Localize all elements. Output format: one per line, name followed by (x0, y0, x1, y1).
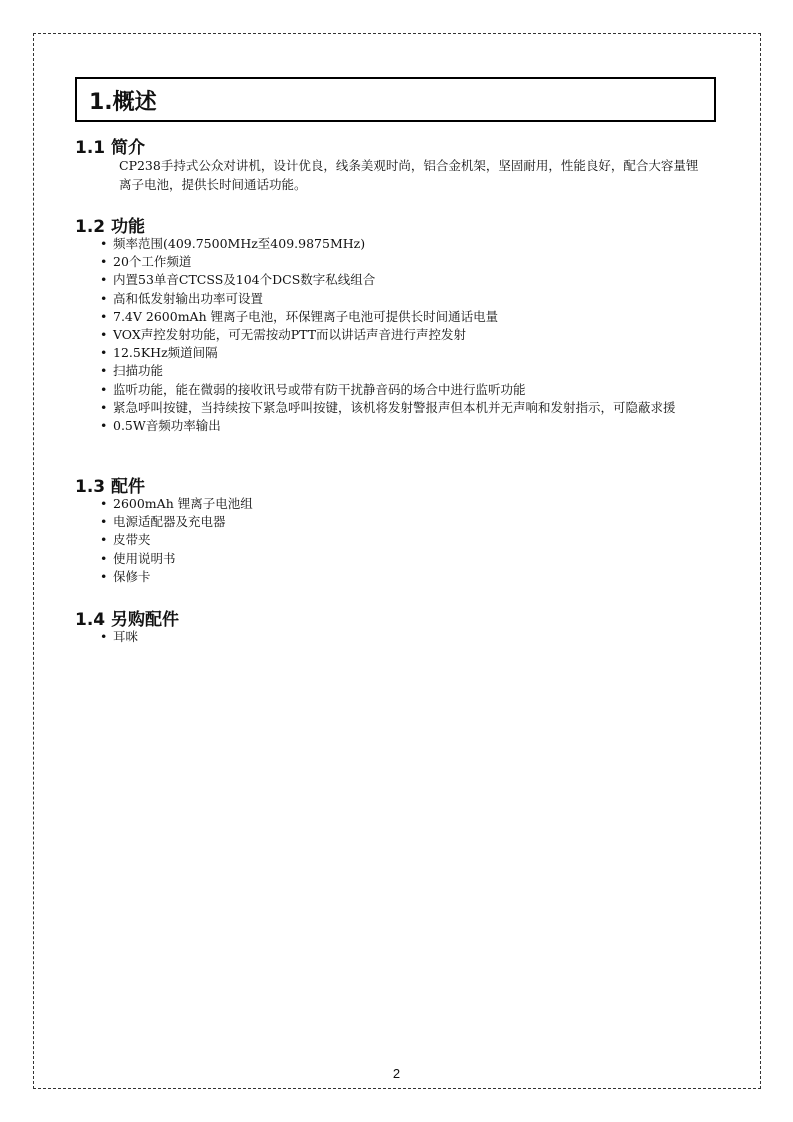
list-item-text: 皮带夹 (113, 532, 151, 548)
intro-text: CP238手持式公众对讲机，设计优良，线条美观时尚，铝合金机架，坚固耐用，性能良好，配合大容量锂离子电池，提供长时间通话功能。 (119, 158, 699, 192)
list-item (98, 290, 698, 308)
list-item (98, 308, 698, 326)
bullet-icon: • (100, 381, 108, 397)
list-item-text: 2600mAh 锂离子电池组 (113, 496, 253, 511)
bullet-icon: • (100, 272, 108, 288)
chapter-title: 1.概述 (89, 90, 157, 115)
list-item (98, 531, 698, 549)
bullet-icon: • (100, 399, 108, 415)
list-item-text: 0.5W音频功率输出 (113, 418, 221, 434)
section-title-intro: 1.1 简介 (75, 138, 146, 158)
list-item-text: 紧急呼叫按键，当持续按下紧急呼叫按键，该机将发射警报声但本机并无声响和发射指示，可隐蔽求援 (113, 399, 676, 415)
bullet-icon: • (100, 568, 108, 584)
chapter-heading-box (75, 77, 716, 122)
list-item (98, 326, 698, 344)
list-item (98, 417, 698, 435)
bullet-icon: • (100, 345, 108, 361)
list-item (98, 381, 698, 399)
bullet-icon: • (100, 532, 108, 548)
list-item-text: 扫描功能 (113, 363, 164, 379)
list-item (98, 399, 698, 417)
bullet-icon: • (100, 254, 108, 270)
features-list (98, 235, 698, 435)
section-title-optional-accessories: 1.4 另购配件 (75, 610, 180, 630)
list-item-text: 耳咪 (113, 629, 139, 644)
list-item (98, 253, 698, 271)
list-item-text: 使用说明书 (113, 550, 176, 566)
list-item (98, 495, 698, 513)
list-item-text: 内置53单音CTCSS及104个DCS数字私线组合 (113, 272, 376, 288)
list-item-text: 7.4V 2600mAh 锂离子电池，环保锂离子电池可提供长时间通话电量 (113, 308, 499, 324)
bullet-icon: • (100, 514, 108, 530)
bullet-icon: • (100, 629, 108, 644)
list-item (98, 628, 698, 646)
bullet-icon: • (100, 308, 108, 324)
accessories-list (98, 495, 698, 586)
optional-accessories-list (98, 628, 698, 646)
section-title-features: 1.2 功能 (75, 217, 146, 237)
list-item (98, 568, 698, 586)
bullet-icon: • (100, 418, 108, 434)
list-item-text: 频率范围(409.7500MHz至409.9875MHz) (113, 236, 366, 251)
page-number: 2 (392, 1066, 401, 1081)
list-item-text: 监听功能，能在微弱的接收讯号或带有防干扰静音码的场合中进行监听功能 (113, 381, 526, 397)
list-item-text: 高和低发射输出功率可设置 (113, 290, 264, 306)
list-item-text: 12.5KHz频道间隔 (113, 345, 218, 361)
list-item (98, 550, 698, 568)
bullet-icon: • (100, 363, 108, 379)
bullet-icon: • (100, 550, 108, 566)
list-item (98, 362, 698, 380)
list-item (98, 235, 698, 253)
intro-paragraph (111, 156, 701, 194)
bullet-icon: • (100, 496, 108, 511)
list-item (98, 513, 698, 531)
section-title-accessories: 1.3 配件 (75, 477, 146, 497)
bullet-icon: • (100, 290, 108, 306)
bullet-icon: • (100, 327, 108, 343)
list-item (98, 344, 698, 362)
list-item-text: VOX声控发射功能，可无需按动PTT而以讲话声音进行声控发射 (113, 327, 467, 343)
list-item-text: 电源适配器及充电器 (113, 514, 226, 530)
bullet-icon: • (100, 236, 108, 251)
list-item-text: 保修卡 (113, 568, 151, 584)
list-item-text: 20个工作频道 (113, 254, 192, 270)
list-item (98, 271, 698, 289)
